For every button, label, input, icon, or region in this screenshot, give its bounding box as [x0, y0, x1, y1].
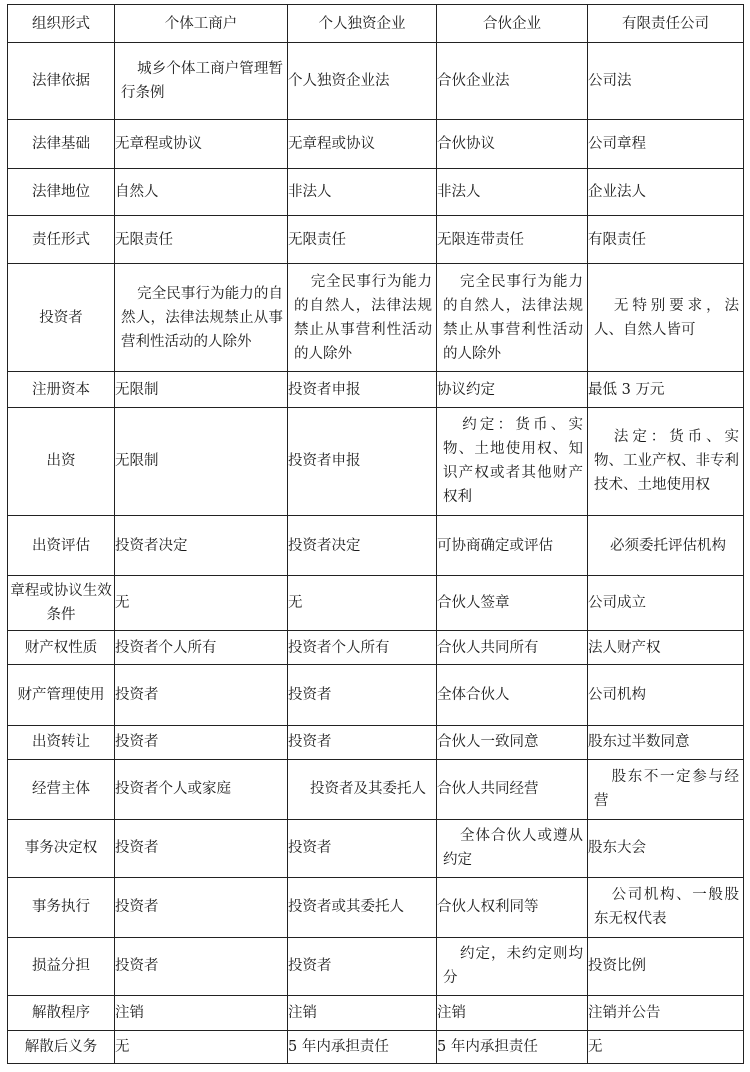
- row-label: 投资者: [8, 264, 115, 372]
- corner-header: 组织形式: [8, 5, 115, 43]
- table-cell: 个人独资企业法: [288, 43, 437, 120]
- table-cell: 无: [588, 1030, 744, 1063]
- table-row: [8, 760, 744, 820]
- table-cell: 无限责任: [288, 215, 437, 263]
- table-cell: 投资者申报: [288, 407, 437, 515]
- table-cell: 股东大会: [588, 819, 744, 878]
- table-row: [8, 576, 744, 631]
- table-cell: 投资者: [115, 725, 288, 759]
- row-label: 法律基础: [8, 120, 115, 168]
- row-label: 财产权性质: [8, 630, 115, 664]
- table-cell: 投资者申报: [288, 372, 437, 407]
- table-cell: 无章程或协议: [115, 120, 288, 168]
- table-cell: 注销: [115, 996, 288, 1030]
- row-label: 出资转让: [8, 725, 115, 759]
- table-cell: 可协商确定或评估: [437, 515, 588, 576]
- table-row: [8, 819, 744, 878]
- column-header: 个人独资企业: [288, 5, 437, 43]
- table-row: [8, 937, 744, 996]
- row-label: 注册资本: [8, 372, 115, 407]
- table-row: [8, 725, 744, 759]
- table-cell: 投资者决定: [288, 515, 437, 576]
- row-label: 损益分担: [8, 937, 115, 996]
- table-cell: 5 年内承担责任: [437, 1030, 588, 1063]
- table-cell: 无章程或协议: [288, 120, 437, 168]
- table-row: [8, 43, 744, 120]
- table-row: [8, 1030, 744, 1063]
- table-cell: 投资者: [115, 665, 288, 726]
- table-cell: 注销并公告: [588, 996, 744, 1030]
- table-cell: 公司成立: [588, 576, 744, 631]
- table-cell: 无限责任: [115, 215, 288, 263]
- table-cell: 投资者个人所有: [288, 630, 437, 664]
- table-row: [8, 407, 744, 515]
- row-label: 解散后义务: [8, 1030, 115, 1063]
- table-cell: 法人财产权: [588, 630, 744, 664]
- table-cell: 全体合伙人: [437, 665, 588, 726]
- table-cell: 投资比例: [588, 937, 744, 996]
- table-row: [8, 120, 744, 168]
- table-cell: 投资者: [288, 937, 437, 996]
- table-cell: 5 年内承担责任: [288, 1030, 437, 1063]
- table-row: [8, 878, 744, 938]
- row-label: 法律依据: [8, 43, 115, 120]
- table-cell: 非法人: [288, 168, 437, 215]
- table-cell: 有限责任: [588, 215, 744, 263]
- table-cell: 城乡个体工商户管理暂行条例: [115, 43, 288, 120]
- table-row: [8, 215, 744, 263]
- table-cell: 完全民事行为能力的自然人，法律法规禁止从事营利性活动的人除外: [115, 264, 288, 372]
- table-cell: 非法人: [437, 168, 588, 215]
- table-cell: 投资者及其委托人: [288, 760, 437, 820]
- table-cell: 无: [115, 576, 288, 631]
- table-row: [8, 372, 744, 407]
- table-row: [8, 665, 744, 726]
- row-label: 经营主体: [8, 760, 115, 820]
- table-cell: 公司机构: [588, 665, 744, 726]
- table-cell: 合伙企业法: [437, 43, 588, 120]
- table-cell: 无限连带责任: [437, 215, 588, 263]
- table-cell: 完全民事行为能力的自然人，法律法规禁止从事营利性活动的人除外: [288, 264, 437, 372]
- table-cell: 自然人: [115, 168, 288, 215]
- table-cell: 无: [115, 1030, 288, 1063]
- column-header: 个体工商户: [115, 5, 288, 43]
- row-label: 出资: [8, 407, 115, 515]
- table-cell: 无: [288, 576, 437, 631]
- table-cell: 投资者个人所有: [115, 630, 288, 664]
- table-row: [8, 168, 744, 215]
- table-cell: 合伙人签章: [437, 576, 588, 631]
- table-cell: 公司机构、一般股东无权代表: [588, 878, 744, 938]
- table-cell: 投资者: [115, 878, 288, 938]
- row-label: 出资评估: [8, 515, 115, 576]
- table-cell: 股东不一定参与经营: [588, 760, 744, 820]
- table-row: [8, 515, 744, 576]
- table-cell: 注销: [437, 996, 588, 1030]
- table-cell: 合伙人共同所有: [437, 630, 588, 664]
- table-cell: 投资者: [115, 937, 288, 996]
- table-cell: 必须委托评估机构: [588, 515, 744, 576]
- table-cell: 法定：货币、实物、工业产权、非专利技术、土地使用权: [588, 407, 744, 515]
- row-label: 事务执行: [8, 878, 115, 938]
- table-cell: 投资者: [115, 819, 288, 878]
- table-cell: 合伙人权利同等: [437, 878, 588, 938]
- table-cell: 公司法: [588, 43, 744, 120]
- table-cell: 合伙人共同经营: [437, 760, 588, 820]
- table-cell: 无限制: [115, 407, 288, 515]
- table-cell: 投资者或其委托人: [288, 878, 437, 938]
- table-row: [8, 630, 744, 664]
- table-cell: 完全民事行为能力的自然人，法律法规禁止从事营利性活动的人除外: [437, 264, 588, 372]
- table-cell: 约定：货币、实物、土地使用权、知识产权或者其他财产权利: [437, 407, 588, 515]
- header-row: [8, 5, 744, 43]
- table-cell: 最低 3 万元: [588, 372, 744, 407]
- row-label: 法律地位: [8, 168, 115, 215]
- table-cell: 投资者个人或家庭: [115, 760, 288, 820]
- table-cell: 投资者: [288, 665, 437, 726]
- table-cell: 合伙协议: [437, 120, 588, 168]
- row-label: 事务决定权: [8, 819, 115, 878]
- row-label: 章程或协议生效条件: [8, 576, 115, 631]
- table-cell: 合伙人一致同意: [437, 725, 588, 759]
- table-cell: 注销: [288, 996, 437, 1030]
- row-label: 财产管理使用: [8, 665, 115, 726]
- comparison-table: [7, 4, 744, 1064]
- table-cell: 投资者决定: [115, 515, 288, 576]
- table-cell: 企业法人: [588, 168, 744, 215]
- column-header: 合伙企业: [437, 5, 588, 43]
- table-cell: 协议约定: [437, 372, 588, 407]
- table-cell: 无限制: [115, 372, 288, 407]
- row-label: 解散程序: [8, 996, 115, 1030]
- table-cell: 投资者: [288, 819, 437, 878]
- table-cell: 投资者: [288, 725, 437, 759]
- table-cell: 约定，未约定则均分: [437, 937, 588, 996]
- table-cell: 公司章程: [588, 120, 744, 168]
- table-cell: 无特别要求，法人、自然人皆可: [588, 264, 744, 372]
- column-header: 有限责任公司: [588, 5, 744, 43]
- table-cell: 股东过半数同意: [588, 725, 744, 759]
- table-cell: 全体合伙人或遵从约定: [437, 819, 588, 878]
- table-row: [8, 264, 744, 372]
- row-label: 责任形式: [8, 215, 115, 263]
- table-row: [8, 996, 744, 1030]
